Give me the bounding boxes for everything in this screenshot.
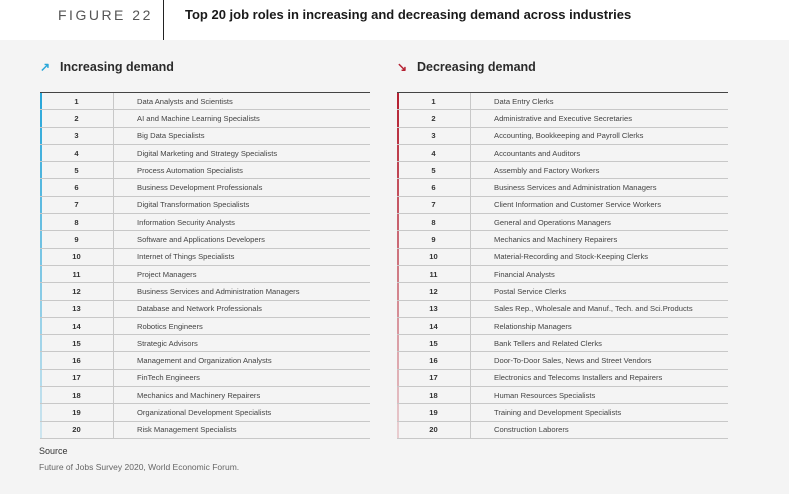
- table-row: [40, 352, 370, 369]
- figure-title: Top 20 job roles in increasing and decreasing demand across industries: [185, 7, 632, 22]
- job-role: Software and Applications Developers: [137, 235, 265, 245]
- table-row: [40, 231, 370, 248]
- table-row: [397, 422, 728, 439]
- table-row: [40, 266, 370, 283]
- decreasing-demand-heading: [397, 56, 728, 78]
- rank-accent-bar: [40, 422, 42, 438]
- rank-accent-bar: [40, 404, 42, 420]
- rank-number: 1: [431, 96, 436, 106]
- rank-number: 12: [429, 286, 438, 296]
- table-row: [40, 197, 370, 214]
- rank-number: 7: [431, 200, 436, 210]
- rank-accent-bar: [397, 162, 399, 178]
- table-row: [40, 110, 370, 127]
- rank-accent-bar: [40, 197, 42, 213]
- rank-accent-bar: [40, 128, 42, 144]
- rank-accent-bar: [40, 352, 42, 368]
- job-role: Sales Rep., Wholesale and Manuf., Tech. and Sci.Products: [494, 304, 693, 314]
- rank-accent-bar: [397, 387, 399, 403]
- table-row: [40, 249, 370, 266]
- rank-number: 18: [429, 390, 438, 400]
- rank-accent-bar: [40, 387, 42, 403]
- rank-number: 19: [72, 407, 81, 417]
- rank-accent-bar: [40, 214, 42, 230]
- rank-accent-bar: [397, 404, 399, 420]
- job-role: Administrative and Executive Secretaries: [494, 113, 633, 123]
- rank-accent-bar: [397, 110, 399, 126]
- table-row: [40, 422, 370, 439]
- rank-accent-bar: [397, 352, 399, 368]
- job-role: Business Services and Administration Managers: [494, 183, 657, 193]
- rank-number: 13: [429, 304, 438, 314]
- table-row: [397, 266, 728, 283]
- rank-accent-bar: [397, 335, 399, 351]
- job-role: Information Security Analysts: [137, 217, 235, 227]
- figure-header: [0, 0, 789, 40]
- rank-accent-bar: [40, 318, 42, 334]
- rank-number: 4: [74, 148, 79, 158]
- rank-number: 14: [72, 321, 81, 331]
- job-role: Management and Organization Analysts: [137, 356, 272, 366]
- rank-number: 6: [431, 183, 436, 193]
- job-role: Construction Laborers: [494, 425, 569, 435]
- job-role: Mechanics and Machinery Repairers: [137, 390, 261, 400]
- rank-number: 2: [431, 113, 436, 123]
- rank-number: 3: [74, 131, 79, 141]
- rank-number: 8: [431, 217, 436, 227]
- job-role: Data Entry Clerks: [494, 96, 554, 106]
- job-role: Business Services and Administration Managers: [137, 286, 300, 296]
- rank-number: 20: [72, 425, 81, 435]
- job-role: Postal Service Clerks: [494, 286, 567, 296]
- job-role: Accounting, Bookkeeping and Payroll Clerks: [494, 131, 644, 141]
- job-role: Financial Analysts: [494, 269, 555, 279]
- rank-accent-bar: [397, 128, 399, 144]
- rank-accent-bar: [40, 266, 42, 282]
- table-row: [40, 93, 370, 110]
- rank-number: 9: [74, 235, 79, 245]
- job-role: Assembly and Factory Workers: [494, 165, 600, 175]
- rank-accent-bar: [397, 231, 399, 247]
- table-row: [40, 128, 370, 145]
- rank-number: 11: [429, 269, 438, 279]
- header-divider: [163, 0, 164, 40]
- job-role: Digital Transformation Specialists: [137, 200, 250, 210]
- increasing-demand-table: [40, 92, 370, 439]
- table-row: [40, 370, 370, 387]
- rank-number: 6: [74, 183, 79, 193]
- figure-label: FIGURE 22: [58, 7, 153, 23]
- rank-accent-bar: [40, 162, 42, 178]
- job-role: AI and Machine Learning Specialists: [137, 113, 260, 123]
- job-role: Risk Management Specialists: [137, 425, 237, 435]
- table-row: [397, 128, 728, 145]
- rank-number: 1: [74, 96, 79, 106]
- table-row: [40, 145, 370, 162]
- rank-accent-bar: [397, 249, 399, 265]
- rank-accent-bar: [397, 266, 399, 282]
- table-row: [397, 162, 728, 179]
- rank-number: 2: [74, 113, 79, 123]
- job-role: Mechanics and Machinery Repairers: [494, 235, 618, 245]
- job-role: Training and Development Specialists: [494, 407, 622, 417]
- rank-accent-bar: [40, 301, 42, 317]
- table-row: [397, 214, 728, 231]
- job-role: Data Analysts and Scientists: [137, 96, 233, 106]
- table-row: [397, 179, 728, 196]
- arrow-up-right-icon: ↗: [40, 60, 51, 74]
- job-role: Strategic Advisors: [137, 338, 198, 348]
- decreasing-demand-title: Decreasing demand: [417, 60, 536, 74]
- job-role: Internet of Things Specialists: [137, 252, 235, 262]
- table-row: [40, 179, 370, 196]
- rank-number: 7: [74, 200, 79, 210]
- rank-number: 15: [429, 338, 438, 348]
- rank-number: 10: [429, 252, 438, 262]
- increasing-demand-title: Increasing demand: [60, 60, 174, 74]
- table-row: [397, 197, 728, 214]
- rank-accent-bar: [40, 231, 42, 247]
- job-role: Robotics Engineers: [137, 321, 203, 331]
- increasing-demand-panel: [40, 56, 370, 439]
- table-row: [397, 283, 728, 300]
- table-row: [397, 404, 728, 421]
- table-row: [40, 404, 370, 421]
- rank-number: 15: [72, 338, 81, 348]
- rank-accent-bar: [397, 318, 399, 334]
- rank-accent-bar: [397, 197, 399, 213]
- job-role: Organizational Development Specialists: [137, 407, 272, 417]
- job-role: Database and Network Professionals: [137, 304, 262, 314]
- rank-accent-bar: [40, 110, 42, 126]
- increasing-demand-heading: [40, 56, 370, 78]
- decreasing-demand-table: [397, 92, 728, 439]
- job-role: Digital Marketing and Strategy Specialists: [137, 148, 278, 158]
- rank-number: 16: [429, 356, 438, 366]
- decreasing-demand-panel: [397, 56, 728, 439]
- job-role: Material-Recording and Stock-Keeping Clerks: [494, 252, 649, 262]
- rank-number: 13: [72, 304, 81, 314]
- job-role: Business Development Professionals: [137, 183, 263, 193]
- table-row: [397, 145, 728, 162]
- rank-accent-bar: [397, 145, 399, 161]
- job-role: Door-To-Door Sales, News and Street Vendors: [494, 356, 652, 366]
- rank-accent-bar: [40, 370, 42, 386]
- table-row: [397, 231, 728, 248]
- source-text: Future of Jobs Survey 2020, World Economic Forum.: [39, 462, 240, 472]
- table-row: [40, 335, 370, 352]
- table-row: [397, 318, 728, 335]
- table-row: [397, 110, 728, 127]
- rank-number: 5: [74, 165, 79, 175]
- table-row: [397, 387, 728, 404]
- rank-accent-bar: [40, 249, 42, 265]
- job-role: Bank Tellers and Related Clerks: [494, 338, 602, 348]
- rank-accent-bar: [40, 145, 42, 161]
- rank-accent-bar: [397, 179, 399, 195]
- table-row: [397, 335, 728, 352]
- table-row: [397, 249, 728, 266]
- rank-number: 17: [429, 373, 438, 383]
- rank-accent-bar: [40, 179, 42, 195]
- rank-number: 3: [431, 131, 436, 141]
- rank-accent-bar: [397, 370, 399, 386]
- rank-accent-bar: [40, 283, 42, 299]
- table-row: [397, 370, 728, 387]
- table-row: [40, 283, 370, 300]
- table-row: [40, 318, 370, 335]
- rank-number: 12: [72, 286, 81, 296]
- rank-accent-bar: [397, 214, 399, 230]
- rank-number: 20: [429, 425, 438, 435]
- job-role: Electronics and Telecoms Installers and Repairers: [494, 373, 663, 383]
- rank-number: 18: [72, 390, 81, 400]
- job-role: Client Information and Customer Service Workers: [494, 200, 661, 210]
- table-row: [40, 214, 370, 231]
- rank-number: 5: [431, 165, 436, 175]
- job-role: Accountants and Auditors: [494, 148, 581, 158]
- rank-accent-bar: [397, 283, 399, 299]
- table-row: [397, 301, 728, 318]
- rank-number: 8: [74, 217, 79, 227]
- rank-number: 4: [431, 148, 436, 158]
- table-row: [40, 387, 370, 404]
- rank-accent-bar: [397, 301, 399, 317]
- table-row: [397, 93, 728, 110]
- rank-number: 16: [72, 356, 81, 366]
- job-role: Project Managers: [137, 269, 197, 279]
- job-role: Relationship Managers: [494, 321, 572, 331]
- rank-accent-bar: [40, 335, 42, 351]
- job-role: Human Resources Specialists: [494, 390, 596, 400]
- rank-number: 11: [72, 269, 81, 279]
- rank-number: 19: [429, 407, 438, 417]
- job-role: FinTech Engineers: [137, 373, 200, 383]
- arrow-down-right-icon: ↘: [397, 60, 408, 74]
- rank-accent-bar: [397, 93, 399, 109]
- table-row: [40, 301, 370, 318]
- rank-number: 10: [72, 252, 81, 262]
- job-role: General and Operations Managers: [494, 217, 611, 227]
- rank-number: 9: [431, 235, 436, 245]
- job-role: Process Automation Specialists: [137, 165, 243, 175]
- job-role: Big Data Specialists: [137, 131, 205, 141]
- source-label: Source: [39, 446, 68, 456]
- rank-accent-bar: [40, 93, 42, 109]
- rank-number: 17: [72, 373, 81, 383]
- rank-number: 14: [429, 321, 438, 331]
- table-row: [40, 162, 370, 179]
- rank-accent-bar: [397, 422, 399, 438]
- table-row: [397, 352, 728, 369]
